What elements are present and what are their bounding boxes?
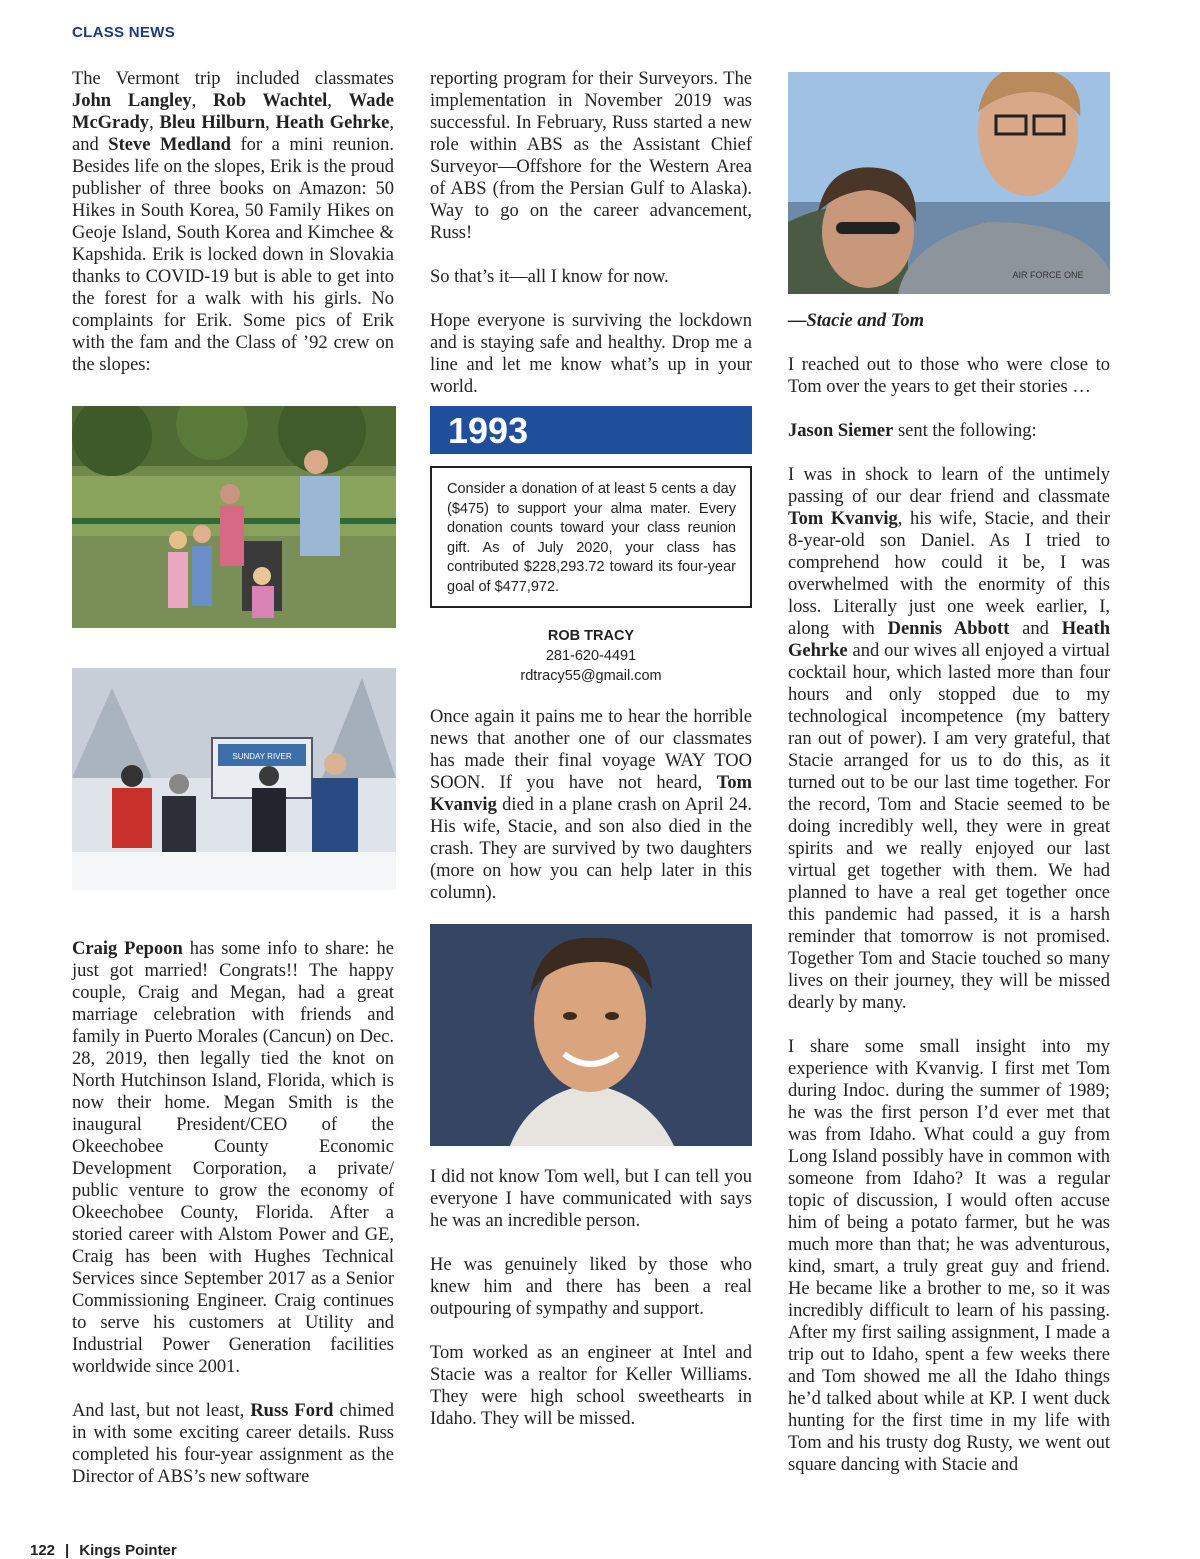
text-run: I was in shock to learn of the untimely passing of our dear friend and classmate <box>788 465 1110 507</box>
bold-name: Heath Gehrke <box>275 113 390 133</box>
stacie-tom-photo <box>788 72 1110 294</box>
bold-name: Rob Wachtel <box>213 91 328 111</box>
bold-name: John Langley <box>72 91 192 111</box>
bold-name: Bleu Hilburn <box>159 113 266 133</box>
vermont-trip-paragraph <box>72 68 394 376</box>
svg-text:AIR FORCE ONE: AIR FORCE ONE <box>1012 270 1084 280</box>
russ-ford-paragraph <box>72 1400 394 1488</box>
craig-pepoon-paragraph <box>72 938 394 1378</box>
text-run: The Vermont trip included classmates <box>72 69 394 89</box>
sign-off-paragraph: So that’s it—all I know for now. <box>430 267 669 287</box>
class-contact <box>430 626 752 686</box>
bold-name: Russ Ford <box>250 1401 334 1421</box>
contact-name: ROB TRACY <box>547 628 635 644</box>
text-run: for a mini reunion. Besides life on the slopes, Erik is the proud publisher of three books on Amazon: 50 Hikes in South Korea, 50 Family Hikes on Geoje Island, South Korea and Kimchee & Kapshida. Erik is locked down in Slovakia thanks to COVID-19 but is able to get into the forest for a walk with his girls. No complaints for Erik. Some pics of Erik with the fam and the Class of ’92 crew on the slopes: <box>72 135 394 375</box>
class-year-banner <box>430 406 752 454</box>
text-run: , <box>149 113 160 133</box>
column-2 <box>430 68 752 420</box>
text-run: and our wives all enjoyed a virtual cocktail hour, which lasted more than four hours and only stopped due to my technological incompetence (my battery ran out of power). I am very grateful, that Stacie arranged for us to do this, as it turned out to be our last time together. For the record, Tom and Stacie seemed to be doing incredibly well, they were in great spirits and we really enjoyed our last virtual get together with them. We had planned to have a real get together once this pandemic had passed, it is a harsh reminder that tomorrow is not promised. Together Tom and Stacie touched so many lives on their journey, they will be missed dearly by many. <box>788 641 1110 1013</box>
tom-portrait-photo <box>430 924 752 1146</box>
bold-name: Tom Kvanvig <box>788 509 898 529</box>
bold-name: Tom Kvanvig <box>430 773 752 815</box>
text-run: sent the following: <box>893 421 1037 441</box>
tom-kvanvig-news-paragraph <box>430 706 752 904</box>
publication-name: Kings Pointer <box>79 1542 177 1559</box>
class-year: 1993 <box>448 410 529 451</box>
jason-siemer-intro <box>788 420 1110 442</box>
column-2-lower <box>430 1166 752 1452</box>
contact-phone: 281-620-4491 <box>545 648 637 664</box>
text-run: chimed in with some exciting career details. Russ completed his four-year assignment as the Director of ABS’s new software <box>72 1401 395 1487</box>
text-run: died in a plane crash on April 24. His wife, Stacie, and son also died in the crash. They are survived by two daughters (more on how you can help later in this column). <box>430 795 752 903</box>
svg-text:SUNDAY RIVER: SUNDAY RIVER <box>232 752 292 761</box>
bold-name: Jason Siemer <box>788 421 894 441</box>
page-footer <box>30 1542 177 1559</box>
outreach-paragraph: I reached out to those who were close to Tom over the years to get their stories … <box>788 355 1110 397</box>
lockdown-paragraph: Hope everyone is surviving the lockdown and is staying safe and healthy. Drop me a line and let me know what’s up in your world. <box>430 311 752 397</box>
jason-tribute-paragraph <box>788 464 1110 1014</box>
text-run: and <box>1009 619 1062 639</box>
sympathy-paragraph: He was genuinely liked by those who knew him and there has been a real outpouring of sympathy and support. <box>430 1255 752 1319</box>
tom-incredible-paragraph: I did not know Tom well, but I can tell you everyone I have communicated with says he was an incredible person. <box>430 1167 752 1231</box>
text-run: , his wife, Stacie, and their 8-year-old son Daniel. As I tried to comprehend how could it be, I was overwhelmed with the enormity of this loss. Literally just one week earlier, I, along with <box>788 509 1111 639</box>
text-run: has some info to share: he just got married! Congrats!! The happy couple, Craig and Megan, had a great marriage celebration with friends and family in Puerto Morales (Cancun) on Dec. 28, 2019, then legally tied the knot on North Hutchinson Island, Florida, which is now their home. Megan Smith is the inaugural President/CEO of the Okeechobee County Economic Development Corporation, a private/ public venture to grow the economy of Okeechobee County, Florida. After a storied career with Alstom Power and GE, Craig has been with Hughes Technical Services since September 2017 as a Senior Commissioning Engineer. Craig continues to serve his customers at Utility and Industrial Power Generation facilities worldwide since 2001. <box>72 939 394 1377</box>
text-run: , <box>265 113 276 133</box>
bold-name: Dennis Abbott <box>887 619 1010 639</box>
footer-separator: | <box>65 1542 70 1559</box>
text-run: , <box>191 91 214 111</box>
bold-name: Wade McGrady <box>72 91 395 133</box>
donation-box: Consider a donation of at least 5 cents a day ($475) to support your alma mater. Every donation counts toward your class reunion gift. As of July 2020, your class has contributed $228,293.72 toward its four-year goal of $477,972. <box>430 466 752 608</box>
photo-caption: —Stacie and Tom <box>788 311 925 331</box>
column-2-middle <box>430 706 752 926</box>
ski-group-photo <box>72 668 396 890</box>
page-number: 122 <box>30 1542 56 1559</box>
russ-career-paragraph: reporting program for their Surveyors. The implementation in November 2019 was successful. In February, Russ started a new role within ABS as the Assistant Chief Surveyor—Offshore for the Western Area of ABS (from the Persian Gulf to Alaska). Way to go on the career advancement, Russ! <box>430 69 752 243</box>
family-photo <box>72 406 396 628</box>
column-3 <box>788 310 1110 1498</box>
bold-name: Craig Pepoon <box>72 939 183 959</box>
contact-email[interactable]: rdtracy55@gmail.com <box>520 668 662 684</box>
column-1 <box>72 68 394 398</box>
text-run: , <box>327 91 349 111</box>
bold-name: Heath Gehrke <box>788 619 1110 661</box>
bold-name: Steve Medland <box>108 135 231 155</box>
tom-stacie-bio-paragraph: Tom worked as an engineer at Intel and Stacie was a realtor for Keller Williams. They were high school sweethearts in Idaho. They will be missed. <box>430 1343 752 1429</box>
column-1-lower <box>72 938 394 1510</box>
text-run: And last, but not least, <box>72 1401 251 1421</box>
text-run: Once again it pains me to hear the horrible news that another one of our classmates has made their final voyage WAY TOO SOON. If you have not heard, <box>430 707 752 793</box>
text-run: , and <box>72 113 395 155</box>
jason-memories-paragraph: I share some small insight into my experience with Kvanvig. I first met Tom during Indoc. during the summer of 1989; he was the first person I’d ever met that was from Idaho. What could a guy from Long Island possibly have in common with someone from Idaho? It was a regular topic of discussion, I would often accuse him of being a potato farmer, but he was much more than that; he was adventurous, kind, smart, a truly great guy and friend. He became like a brother to me, so it was incredibly difficult to learn of his passing. After my first sailing assignment, I made a trip out to Idaho, spent a few weeks there and Tom showed me all the Idaho things he’d talked about while at KP. I went duck hunting for the first time in my life with Tom and his trusty dog Rusty, we went out square dancing with Stacie and <box>788 1037 1110 1475</box>
section-header: CLASS NEWS <box>72 24 176 41</box>
